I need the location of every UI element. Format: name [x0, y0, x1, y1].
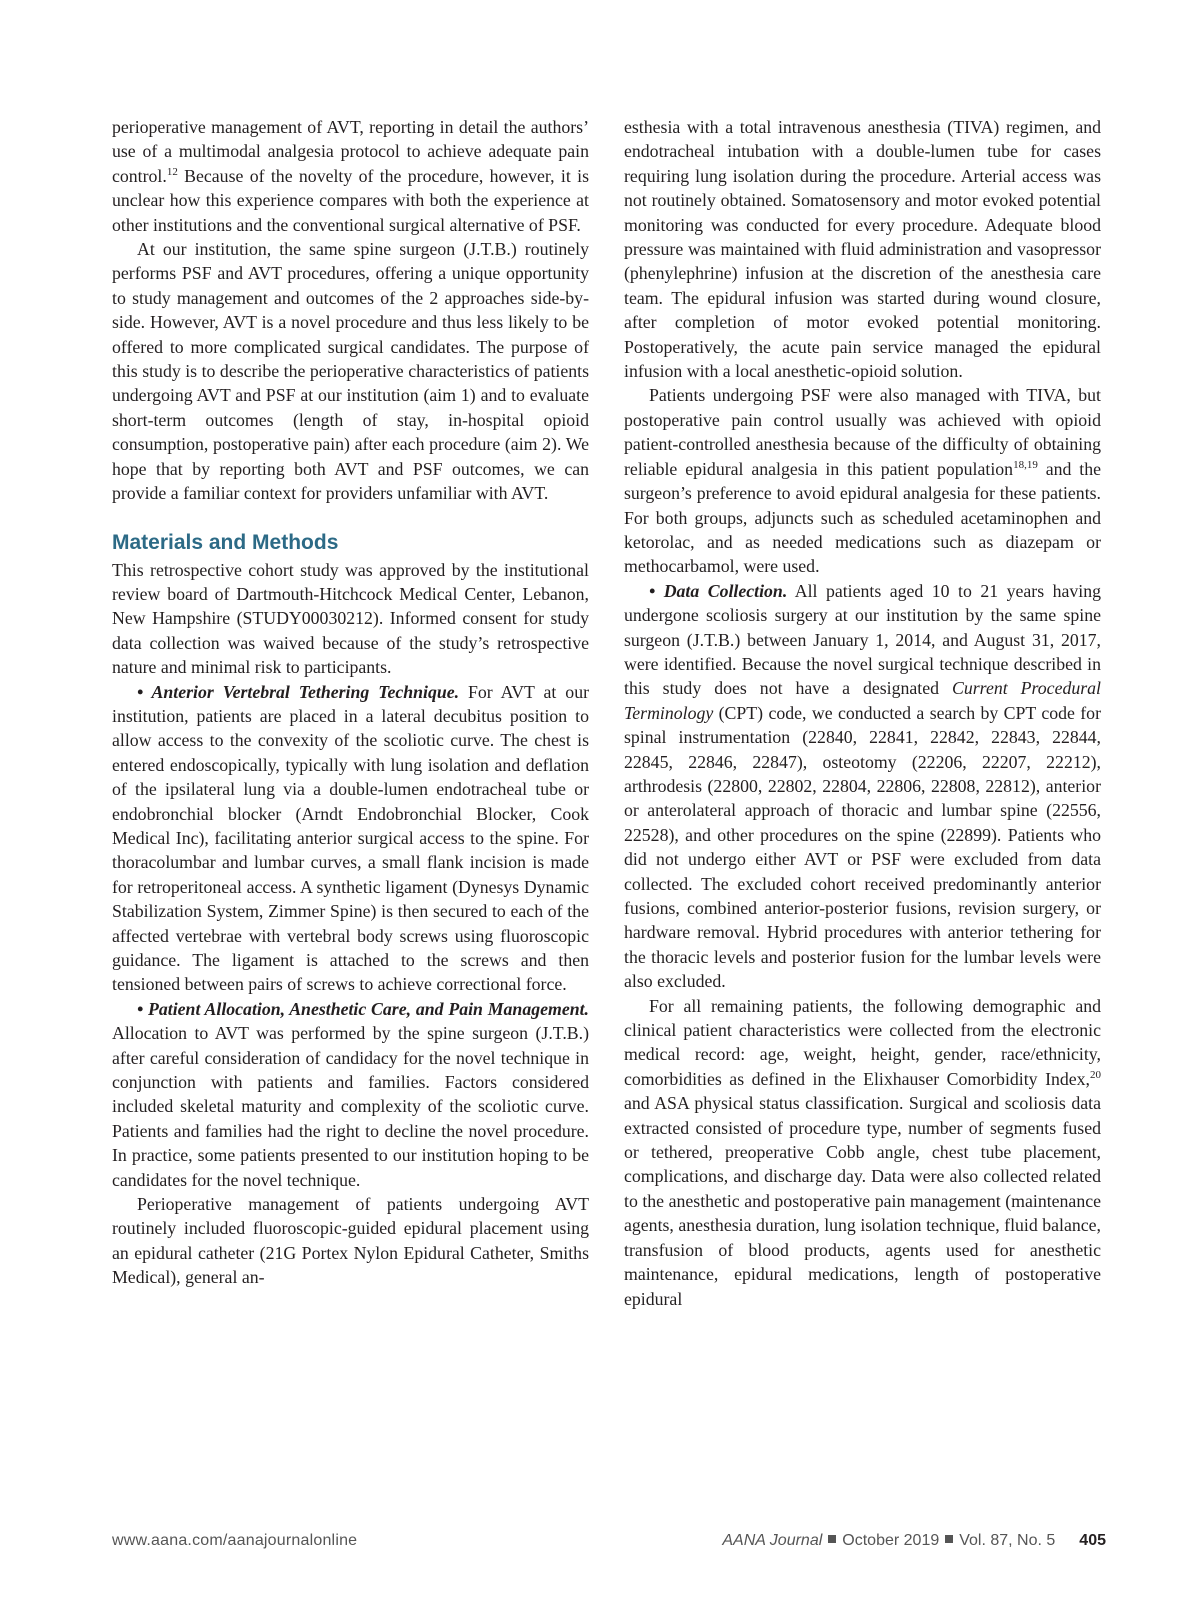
page-number: 405	[1079, 1532, 1106, 1549]
right-column	[624, 115, 1101, 1311]
journal-name: AANA Journal	[722, 1532, 823, 1549]
separator-square-icon	[828, 1535, 836, 1543]
patient-characteristics-paragraph: For all remaining patients, the following demographic and clinical patient characteristics were collected from the electronic medical record: age, weight, height, gender, race/ethnicity, comorbidities as defined in the Elixhauser Comorbidity Index,$^{20}$ and ASA physical status classification. Surgical and scoliosis data extracted consisted of procedure type, number of segments fused or tethered, preoperative Cobb angle, chest tube placement, complications, and discharge day. Data were also collected related to the anesthetic and postoperative pain management (maintenance agents, anesthesia duration, lung isolation technique, fluid balance, transfusion of blood products, agents used for anesthetic maintenance, epidural medications, length of postoperative epidural	[624, 995, 1101, 1309]
section-heading-materials-methods: Materials and Methods	[112, 530, 339, 554]
citation-12: 12	[166, 165, 178, 178]
subheading-patient-allocation: • Patient Allocation, Anesthetic Care, and Pain Management.	[137, 998, 589, 1019]
separator-square-icon	[945, 1535, 953, 1543]
volume-number: Vol. 87, No. 5	[959, 1532, 1056, 1549]
left-column	[112, 115, 589, 1290]
patient-allocation-paragraph: • Patient Allocation, Anesthetic Care, and Pain Management. Allocation to AVT was performed by the spine surgeon (J.T.B.) after careful consideration of candidacy for the novel technique in conjunction with patients and families. Factors considered included skeletal maturity and complexity of the scoliotic curve. Patients and families had the right to decline the novel procedure. In practice, some patients presented to our institution hoping to be candidates for the novel technique.	[112, 998, 589, 1190]
subheading-data-collection: • Data Collection.	[649, 580, 788, 601]
citation-18-19: 18,19	[1013, 458, 1038, 471]
avt-technique-paragraph: • Anterior Vertebral Tethering Technique. For AVT at our institution, patients are placed in a lateral decubitus position to allow access to the convexity of the scoliotic curve. The chest is entered endoscopically, typically with lung isolation and deflation of the ipsilateral lung via a double-lumen endotracheal tube or endobronchial blocker (Arndt Endobronchial Blocker, Cook Medical Inc), facilitating anterior surgical access to the spine. For thoracolumbar and lumbar curves, a small flank incision is made for retroperitoneal access. A synthetic ligament (Dynesys Dynamic Stabilization System, Zimmer Spine) is then secured to each of the affected vertebrae with vertebral body screws using fluoroscopic guidance. The ligament is attached to the screws and then tensioned between pairs of screws to achieve correctional force.	[112, 681, 590, 995]
intro-paragraph-aims: At our institution, the same spine surgeon (J.T.B.) routinely performs PSF and AVT procedures, offering a unique opportunity to study management and outcomes of the 2 approaches side-by-side. However, AVT is a novel procedure and thus less likely to be offered to more complicated surgical candidates. The purpose of this study is to describe the perioperative characteristics of patients undergoing AVT and PSF at our institution (aim 1) and to evaluate short-term outcomes (length of stay, in-hospital opioid consumption, postoperative pain) after each procedure (aim 2). We hope that by reporting both AVT and PSF outcomes, we can provide a familiar context for providers unfamiliar with AVT.	[112, 239, 589, 504]
irb-approval-paragraph: This retrospective cohort study was approved by the institutional review board of Dartmouth-Hitchcock Medical Center, Lebanon, New Hampshire (STUDY00030212). Informed consent for study data collection was waived because of the study’s retrospective nature and minimal risk to participants.	[112, 559, 589, 678]
perioperative-management-paragraph: Perioperative management of patients undergoing AVT routinely included fluoroscopic-guided epidural placement using an epidural catheter (21G Portex Nylon Epidural Catheter, Smiths Medical), general an-	[112, 1194, 589, 1288]
journal-url[interactable]: www.aana.com/aanajournalonline	[112, 1532, 358, 1549]
journal-citation	[722, 1532, 1106, 1550]
subheading-avt-technique: • Anterior Vertebral Tethering Technique.	[137, 681, 460, 702]
intro-paragraph-continued: perioperative management of AVT, reporting in detail the authors’ use of a multimodal analgesia protocol to achieve adequate pain control.$^{12}$ Because of the novelty of the procedure, however, it is unclear how this experience compares with both the experience at other institutions and the conventional surgical alternative of PSF.	[112, 117, 589, 235]
psf-management-paragraph: Patients undergoing PSF were also managed with TIVA, but postoperative pain control usually was achieved with opioid patient-controlled anesthesia because of the difficulty of obtaining reliable epidural analgesia in this patient population$^{18,19}$ and the surgeon’s preference to avoid epidural analgesia for these patients. For both groups, adjuncts such as scheduled acetaminophen and ketorolac, and as needed medications such as diazepam or methocarbamol, were used.	[624, 385, 1101, 577]
issue-date: October 2019	[842, 1532, 940, 1549]
citation-20: 20	[1090, 1068, 1101, 1081]
page-footer	[112, 1532, 1106, 1554]
data-collection-paragraph: • Data Collection. All patients aged 10 to 21 years having undergone scoliosis surgery at our institution by the same spine surgeon (J.T.B.) between January 1, 2014, and August 31, 2017, were identified. Because the novel surgical technique described in this study does not have a designated Current Procedural Terminology (CPT) code, we conducted a search by CPT code for spinal instrumentation (22840, 22841, 22842, 22843, 22844, 22845, 22846, 22847), osteotomy (22206, 22207, 22212), arthrodesis (22800, 22802, 22804, 22806, 22808, 22812), anterior or anterolateral approach of thoracic and lumbar spine (22556, 22528), and other procedures on the spine (22899). Patients who did not undergo either AVT or PSF were excluded from data collected. The excluded cohort received predominantly anterior fusions, combined anterior-posterior fusions, revision surgery, or hardware removal. Hybrid procedures with anterior tethering for the thoracic levels and posterior fusion for the lumbar levels were also excluded.	[624, 580, 1101, 992]
anesthesia-paragraph-continued: esthesia with a total intravenous anesthesia (TIVA) regimen, and endotracheal intubation with a double-lumen tube for cases requiring lung isolation during the procedure. Arterial access was not routinely obtained. Somatosensory and motor evoked potential monitoring was conducted for every procedure. Adequate blood pressure was maintained with fluid administration and vasopressor (phenylephrine) infusion at the discretion of the anesthesia care team. The epidural infusion was started during wound closure, after completion of motor evoked potential monitoring. Postoperatively, the acute pain service managed the epidural infusion with a local anesthetic-opioid solution.	[624, 117, 1101, 382]
